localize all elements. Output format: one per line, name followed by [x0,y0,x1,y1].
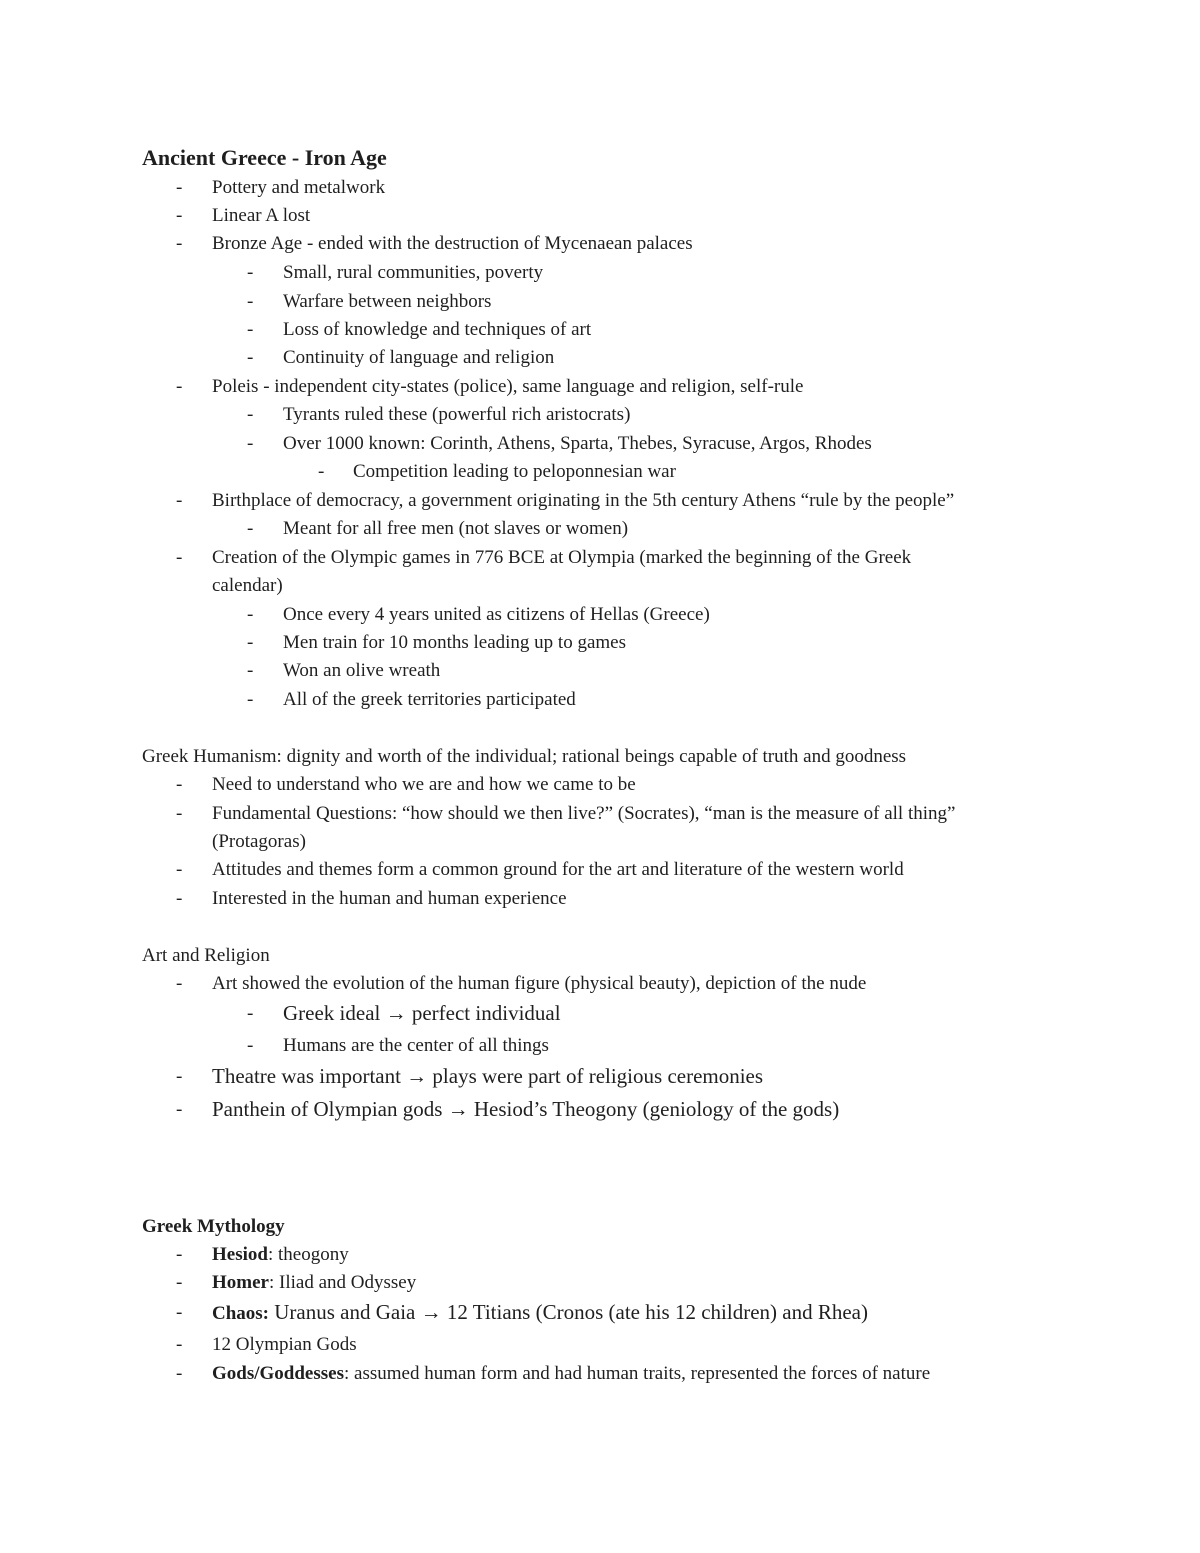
section-title-ancient-greece: Ancient Greece - Iron Age [142,145,387,170]
sub-bullet-text: Loss of knowledge and techniques of art [283,319,592,340]
sub-bullet-text: Over 1000 known: Corinth, Athens, Sparta, Thebes, Syracuse, Argos, Rhodes [283,433,872,454]
bullet-dash: - [176,859,183,880]
bullet-dash: - [176,1272,183,1293]
bullet-dash: - [247,1035,254,1056]
bullet-dash: - [247,319,254,340]
bullet-dash: - [247,291,254,312]
bullet-dash: - [247,632,254,653]
definition-text: : theogony [267,1244,349,1265]
term-chaos: Chaos: [212,1303,270,1324]
bullet-text: Attitudes and themes form a common ground for the art and literature of the western world [212,859,904,880]
bullet-dash: - [247,1003,254,1024]
bullet-text: 12 Olympian Gods [212,1334,357,1355]
bullet-text: Fundamental Questions: “how should we then live?” (Socrates), “man is the measure of all thing” [212,803,956,824]
section-title-greek-humanism: Greek Humanism: dignity and worth of the individual; rational beings capable of truth and goodness [142,746,907,767]
bullet-dash: - [176,177,183,198]
bullet-text: Interested in the human and human experience [212,888,567,909]
bullet-dash: - [176,774,183,795]
bullet-text-continued: calendar) [212,575,283,596]
bullet-dash: - [176,233,183,254]
bullet-dash: - [176,1334,183,1355]
bullet-dash: - [247,604,254,625]
definition-text: : Iliad and Odyssey [268,1272,417,1293]
sub-bullet-text: Won an olive wreath [283,660,441,681]
bullet-text: Bronze Age - ended with the destruction of Mycenaean palaces [212,233,693,254]
sub-sub-bullet-text: Competition leading to peloponnesian war [353,461,676,482]
bullet-text: Art showed the evolution of the human figure (physical beauty), depiction of the nude [212,973,867,994]
bullet-dash: - [318,461,325,482]
bullet-text [212,1243,349,1267]
bullet-dash: - [247,262,254,283]
bullet-text: Pottery and metalwork [212,177,386,198]
bullet-text [212,1362,930,1386]
bullet-dash: - [247,660,254,681]
sub-bullet-text: Humans are the center of all things [283,1035,549,1056]
bullet-dash: - [176,803,183,824]
bullet-text: Birthplace of democracy, a government originating in the 5th century Athens “rule by the people” [212,490,955,511]
bullet-dash: - [176,376,183,397]
bullet-text: Need to understand who we are and how we came to be [212,774,636,795]
bullet-dash: - [176,1066,183,1087]
sub-bullet-text: Tyrants ruled these (powerful rich aristocrats) [283,404,631,425]
sub-bullet-text: Warfare between neighbors [283,291,492,312]
sub-bullet-text: Small, rural communities, poverty [283,262,544,283]
term-gods-goddesses: Gods/Goddesses [212,1363,344,1384]
bullet-dash: - [247,404,254,425]
term-homer: Homer [212,1272,269,1293]
bullet-text: Creation of the Olympic games in 776 BCE at Olympia (marked the beginning of the Greek [212,547,912,568]
sub-bullet-text: Continuity of language and religion [283,347,555,368]
bullet-text-continued: (Protagoras) [212,831,306,852]
bullet-dash: - [176,490,183,511]
sub-bullet-text: All of the greek territories participated [283,689,576,710]
sub-bullet-text: Men train for 10 months leading up to games [283,632,626,653]
bullet-dash: - [176,1302,183,1323]
definition-text: Uranus and Gaia → 12 Titians (Cronos (ate his 12 children) and Rhea) [269,1300,868,1324]
bullet-dash: - [176,547,183,568]
bullet-dash: - [247,433,254,454]
bullet-dash: - [176,1363,183,1384]
term-hesiod: Hesiod [212,1244,268,1265]
bullet-text [212,1300,868,1326]
bullet-dash: - [176,888,183,909]
bullet-dash: - [176,205,183,226]
bullet-dash: - [247,518,254,539]
bullet-text: Poleis - independent city-states (police), same language and religion, self-rule [212,376,804,397]
bullet-dash: - [176,1099,183,1120]
sub-bullet-text: Meant for all free men (not slaves or women) [283,518,629,539]
bullet-dash: - [247,689,254,710]
definition-text: : assumed human form and had human traits, represented the forces of nature [343,1363,931,1384]
bullet-dash: - [247,347,254,368]
sub-bullet-text: Greek ideal → perfect individual [283,1001,561,1025]
bullet-dash: - [176,1244,183,1265]
section-title-greek-mythology: Greek Mythology [142,1216,285,1237]
section-title-art-religion: Art and Religion [142,945,270,966]
bullet-text: Panthein of Olympian gods → Hesiod’s Theogony (geniology of the gods) [212,1097,840,1121]
bullet-dash: - [176,973,183,994]
sub-bullet-text: Once every 4 years united as citizens of Hellas (Greece) [283,604,710,625]
bullet-text: Theatre was important → plays were part of religious ceremonies [212,1064,764,1088]
bullet-text [212,1271,416,1295]
bullet-text: Linear A lost [212,205,311,226]
